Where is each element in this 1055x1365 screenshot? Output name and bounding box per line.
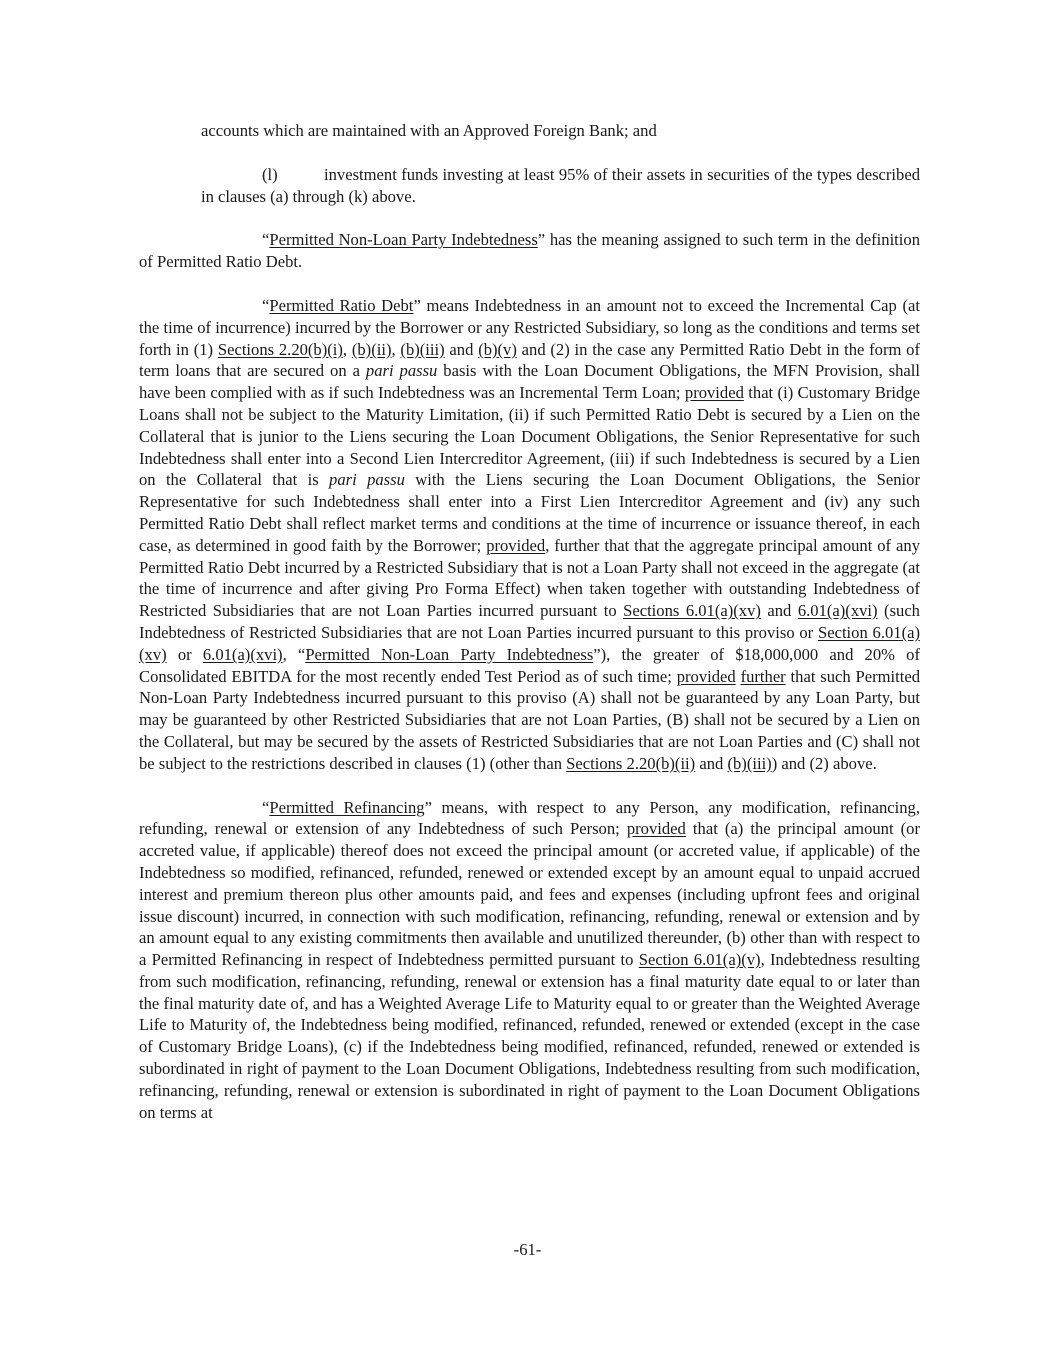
section-reference: Section 6.01(a)(v)	[638, 950, 761, 970]
definition-text: that such Permitted Non-Loan Party Indebtedness incurred pursuant to this proviso (A) shall not be guaranteed by any Loan Party, but may be guaranteed by other Restricted Subsidiaries that are not Loan Parties, (B) shall not be secured by a Lien on the Collateral, but may be secured by the assets of Restricted Subsidiaries that are not Loan Parties and (C) shall not be subject to the restrictions described in clauses (1) (other than	[139, 666, 921, 773]
quote-open: “	[262, 797, 270, 817]
page-number: -61-	[513, 1240, 542, 1259]
definition-text: , “	[282, 644, 306, 664]
section-reference: (b)(iii)	[400, 339, 445, 359]
definition-text: and	[444, 339, 479, 359]
latin-term: pari passu	[365, 361, 438, 381]
definition-text: with the Liens securing the Loan Document Obligations, the Senior Representative for such Indebtedness shall enter into a First Lien Intercreditor Agreement and (iv) any such Permitted Ratio Debt shall reflect market terms and conditions at the time of incurrence or issuance thereof, in each case, as determined in good faith by the Borrower;	[139, 470, 920, 555]
definition-text: ,	[342, 339, 352, 359]
definition-text: and	[760, 601, 798, 621]
definition-text: ”), the greater of $18,000,000 and 20% of Consolidated EBITDA for the most recently ended Test Period as of such time;	[139, 644, 920, 686]
definition-text: that (a) the principal amount (or accreted value, if applicable) thereof does not exceed the principal amount (or accreted value, if applicable) of the Indebtedness so modified, refinanced, refunded, renewed or extended except by an amount equal to unpaid accrued interest and premium thereon plus other amounts paid, and fees and expenses (including upfront fees and original issue discount) incurred, in connection with such modification, refinancing, refunding, renewal or extension and by an amount equal to any existing commitments then available and unutilized thereunder, (b) other than with respect to a Permitted Refinancing in respect of Indebtedness permitted pursuant to	[139, 819, 921, 970]
clause-l-paragraph	[201, 164, 920, 208]
definition-text: or	[166, 644, 203, 664]
defined-term: Permitted Refinancing	[269, 797, 425, 817]
section-reference: Sections 6.01(a)(xv)	[623, 601, 761, 621]
document-page	[139, 120, 920, 1145]
definition-text: ” means, with respect to any Person, any modification, refinancing, refunding, renewal or extension of any Indebtedness of such Person;	[139, 797, 920, 839]
continuation-paragraph	[201, 120, 920, 142]
clause-text: investment funds investing at least 95% of their assets in securities of the types described in clauses (a) through (k) above.	[201, 164, 920, 206]
definition-text: ” has the meaning assigned to such term in the definition of Permitted Ratio Debt.	[139, 230, 920, 272]
definition-text: and (2) in the case any Permitted Ratio Debt in the form of term loans that are secured on a	[139, 339, 921, 381]
definition-text: basis with the Loan Document Obligations, the MFN Provision, shall have been complied with as if such Indebtedness was an Incremental Term Loan;	[139, 361, 921, 403]
section-reference: (b)(iii)	[727, 753, 772, 773]
definition-text: , further that that the aggregate principal amount of any Permitted Ratio Debt incurred by a Restricted Subsidiary that is not a Loan Party shall not exceed in the aggregate (at the time of incurrence and after giving Pro Forma Effect) when taken together with outstanding Indebtedness of Restricted Subsidiaries that are not Loan Parties incurred pursuant to	[139, 535, 920, 621]
section-reference: 6.01(a)(xvi)	[202, 644, 283, 664]
proviso-term: provided	[676, 666, 736, 686]
definition-text: that (i) Customary Bridge Loans shall not be subject to the Maturity Limitation, (ii) if such Permitted Ratio Debt is secured by a Lien on the Collateral that is junior to the Liens securing the Loan Document Obligations, the Senior Representative for such Indebtedness shall enter into a Second Lien Intercreditor Agreement, (iii) if such Indebtedness is secured by a Lien on the Collateral that is	[139, 383, 920, 490]
definition-text: ” means Indebtedness in an amount not to exceed the Incremental Cap (at the time of incurrence) incurred by the Borrower or any Restricted Subsidiary, so long as the conditions and terms set forth in (1)	[139, 295, 920, 359]
clause-label: (l)	[262, 164, 278, 184]
quote-open: “	[262, 295, 270, 315]
definition-permitted-refinancing	[139, 797, 920, 1124]
defined-term: Permitted Non-Loan Party Indebtedness	[269, 230, 538, 250]
proviso-term: further	[740, 666, 786, 686]
defined-term: Permitted Non-Loan Party Indebtedness	[305, 644, 594, 664]
quote-open: “	[262, 230, 270, 250]
section-reference: Sections 2.20(b)(i)	[217, 339, 343, 359]
section-reference: 6.01(a)(xvi)	[797, 601, 878, 621]
proviso-term: provided	[626, 819, 686, 839]
definition-permitted-ratio-debt	[139, 295, 920, 775]
definition-text: , Indebtedness resulting from such modification, refinancing, refunding, renewal or extension has a final maturity date equal to or later than the final maturity date of, and has a Weighted Average Life to Maturity equal to or greater than the Weighted Average Life to Maturity of, the Indebtedness being modified, refinanced, refunded, renewed or extended (except in the case of Customary Bridge Loans), (c) if the Indebtedness being modified, refinanced, refunded, renewed or extended is subordinated in right of payment to the Loan Document Obligations, Indebtedness resulting from such modification, refinancing, refunding, renewal or extension is subordinated in right of payment to the Loan Document Obligations on terms at	[139, 950, 920, 1122]
definition-permitted-non-loan-party-indebtedness	[139, 229, 920, 273]
proviso-term: provided	[486, 535, 546, 555]
continuation-text: accounts which are maintained with an Approved Foreign Bank; and	[201, 121, 657, 140]
definition-text: ,	[391, 339, 401, 359]
definition-text: and	[695, 753, 728, 773]
section-reference: (b)(v)	[478, 339, 517, 359]
section-reference: (b)(ii)	[351, 339, 392, 359]
section-reference: Section 6.01(a)(xv)	[139, 622, 920, 664]
proviso-term: provided	[684, 383, 744, 403]
definition-text: (such Indebtedness of Restricted Subsidiaries that are not Loan Parties incurred pursuant to this proviso or	[139, 601, 920, 642]
section-reference: Sections 2.20(b)(ii)	[566, 753, 696, 773]
definition-text: ) and (2) above.	[771, 753, 877, 773]
defined-term: Permitted Ratio Debt	[269, 295, 414, 315]
latin-term: pari passu	[329, 470, 405, 490]
